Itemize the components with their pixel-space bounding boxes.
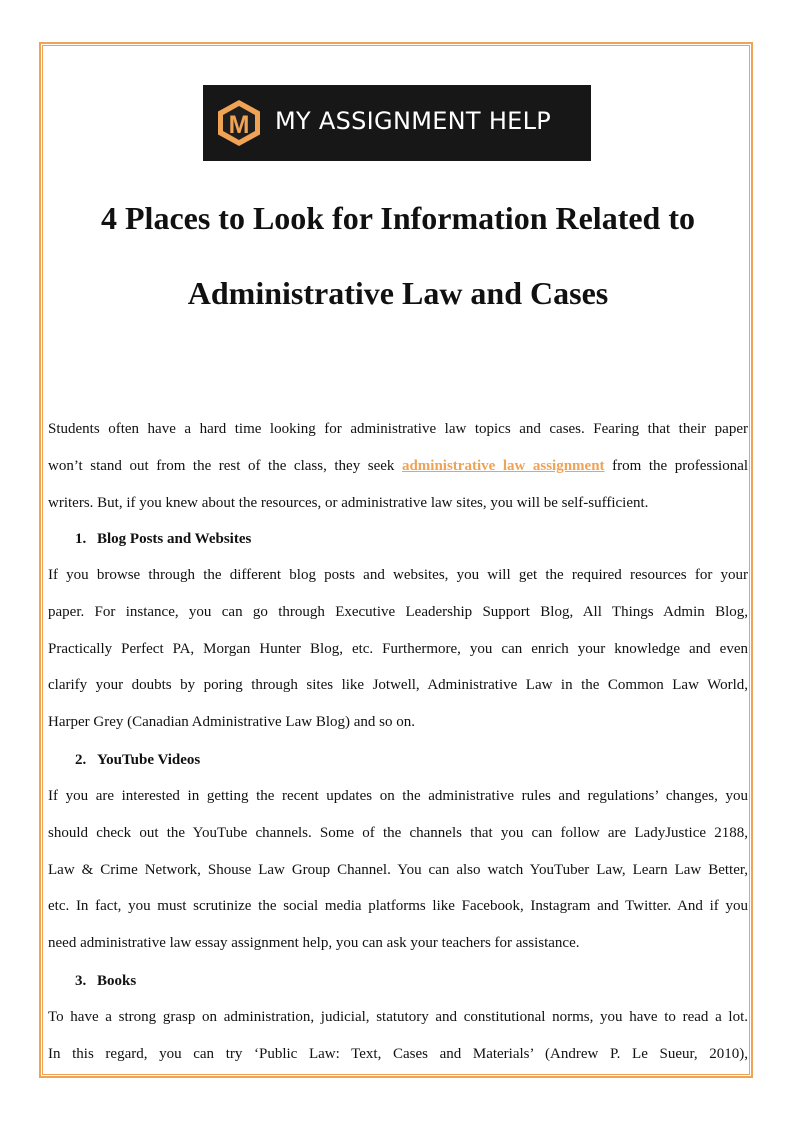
administrative-law-assignment-link[interactable]: administrative law assignment [401, 457, 605, 474]
section-number: 2. [75, 752, 87, 768]
paragraph-line: To have a strong grasp on administration, judicial, statutory and constitutional norms, you have to read a lot. [48, 1009, 748, 1025]
intro-line-2-after: from the professional [612, 457, 749, 474]
paragraph-line: etc. In fact, you must scrutinize the social media platforms like Facebook, Instagram and Twitter. And if you [48, 898, 748, 915]
logo-letter: M [228, 111, 250, 139]
logo-text: MY ASSIGNMENT HELP [275, 107, 552, 135]
paragraph-line: In this regard, you can try ‘Public Law: Text, Cases and Materials’ (Andrew P. Le Sueur, 2010), [48, 1045, 748, 1062]
section-heading-blog-posts [75, 529, 251, 549]
section-heading-books [75, 971, 136, 991]
paragraph-line: Practically Perfect PA, Morgan Hunter Blog, etc. Furthermore, you can enrich your knowledge and even [48, 640, 748, 657]
intro-line-3: writers. But, if you knew about the resources, or administrative law sites, you will be self-sufficient. [48, 494, 649, 511]
paragraph-line: Harper Grey (Canadian Administrative Law Blog) and so on. [48, 714, 415, 731]
intro-line-2 [48, 448, 748, 485]
paragraph-line: If you are interested in getting the recent updates on the administrative rules and regulations’ changes, you [48, 788, 748, 804]
section-paragraph-books [48, 999, 748, 1073]
paragraph-line: If you browse through the different blog posts and websites, you will get the required resources for your [48, 567, 748, 583]
section-number: 1. [75, 531, 87, 547]
intro-line-1: Students often have a hard time looking for administrative law topics and cases. Fearing that their paper [48, 421, 748, 437]
paragraph-line: clarify your doubts by poring through sites like Jotwell, Administrative Law in the Common Law World, [48, 677, 748, 694]
intro-line-2-before: won’t stand out from the rest of the class, they seek [48, 457, 395, 474]
section-paragraph-youtube-videos [48, 778, 748, 962]
paragraph-line: Law & Crime Network, Shouse Law Group Channel. You can also watch YouTuber Law, Learn Law Better, [48, 861, 748, 878]
section-heading-youtube-videos [75, 750, 200, 770]
section-heading-text: YouTube Videos [97, 752, 201, 768]
brand-logo [203, 85, 591, 161]
section-paragraph-blog-posts [48, 557, 748, 741]
intro-paragraph [48, 411, 748, 521]
paragraph-line: paper. For instance, you can go through Executive Leadership Support Blog, All Things Admin Blog, [48, 603, 748, 620]
document-title-line-1: 4 Places to Look for Information Related to [101, 200, 695, 236]
paragraph-line: should check out the YouTube channels. Some of the channels that you can follow are LadyJustice 2188, [48, 824, 748, 841]
document-title-line-2: Administrative Law and Cases [187, 275, 609, 311]
section-number: 3. [75, 973, 87, 989]
section-heading-text: Books [97, 973, 137, 989]
hexagon-logo-icon [215, 99, 263, 147]
section-heading-text: Blog Posts and Websites [97, 531, 252, 547]
paragraph-line: need administrative law essay assignment help, you can ask your teachers for assistance. [48, 935, 580, 952]
